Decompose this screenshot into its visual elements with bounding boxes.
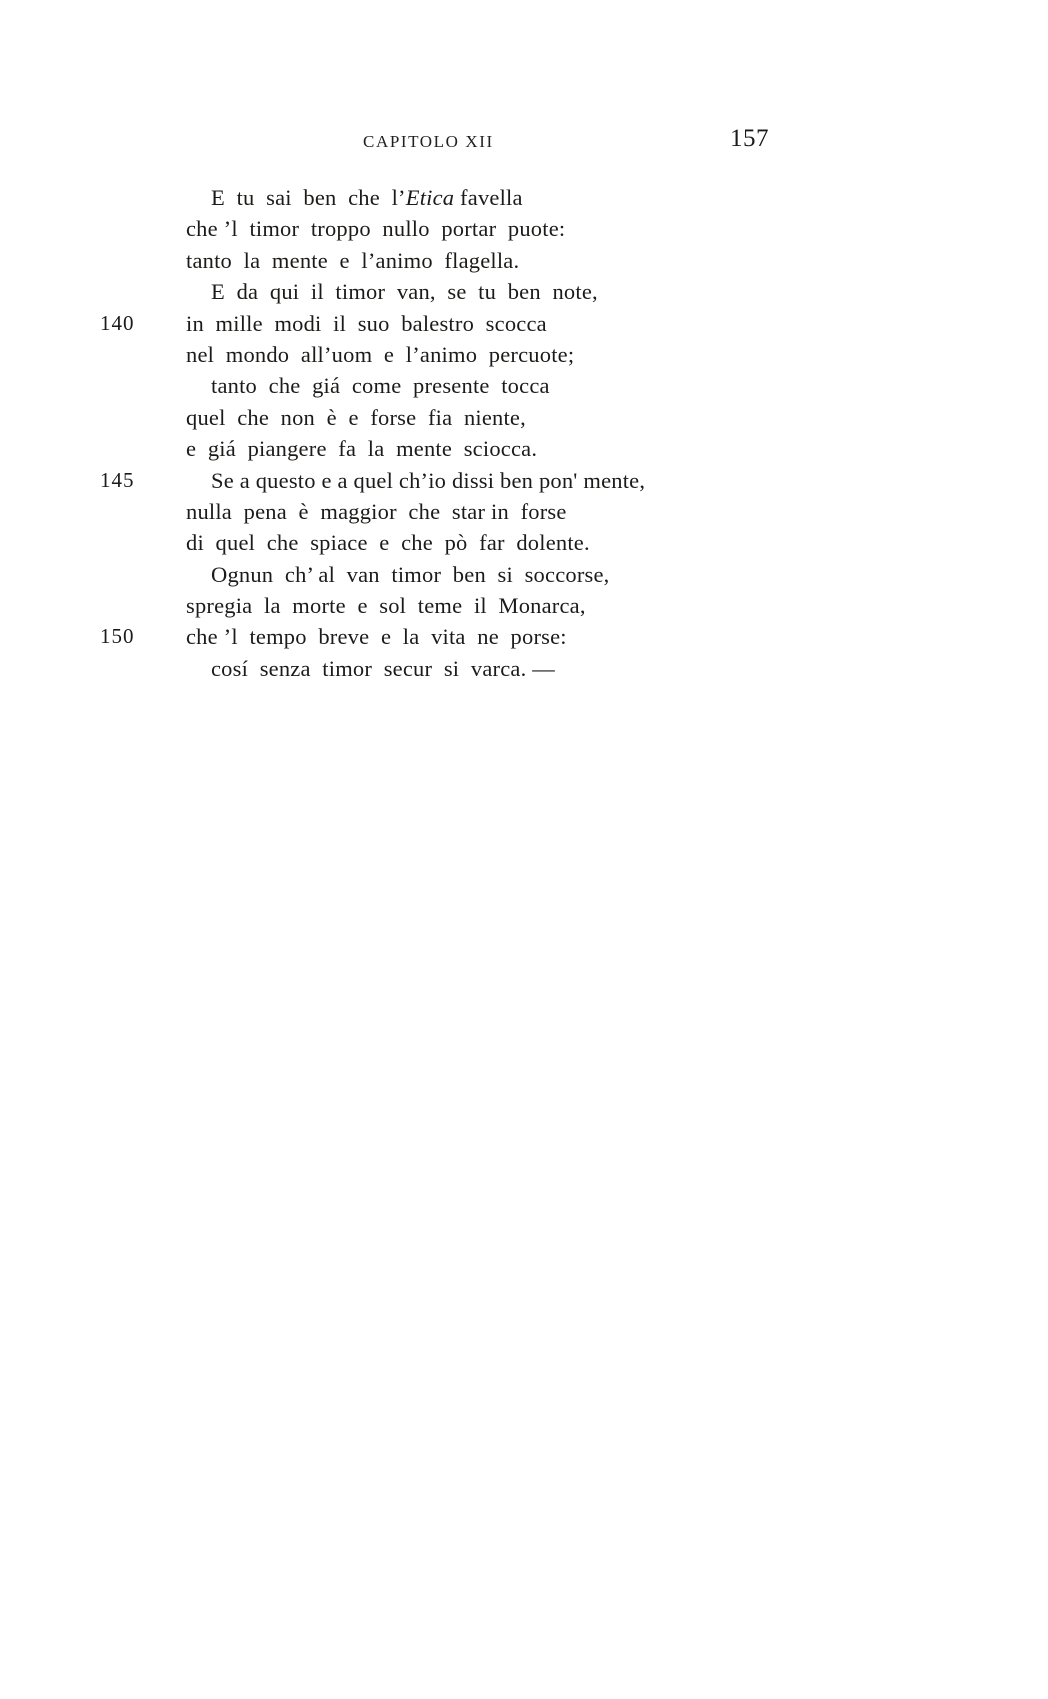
verse-text: [186, 621, 567, 652]
verse-text-segment: spregia la morte e sol teme il Monarca,: [186, 593, 586, 619]
verse-line: [0, 496, 1048, 527]
verse-line: [0, 653, 1048, 684]
verse-text-segment: nulla pena è maggior che star in forse: [186, 498, 567, 524]
verse-text: [186, 496, 567, 527]
verse-text-segment: Ognun ch’ al van timor ben si soccorse,: [211, 561, 610, 587]
verse-line: [0, 527, 1048, 558]
verse-line: [0, 590, 1048, 621]
verse-text: [186, 402, 526, 433]
verse-text-segment: tanto la mente e l’animo flagella.: [186, 247, 520, 273]
verse-text: [211, 559, 610, 590]
verse-line: [0, 433, 1048, 464]
verse-text-segment: E da qui il timor van, se tu ben note,: [211, 279, 598, 305]
verse-text: [186, 339, 574, 370]
verse-line: [0, 182, 1048, 213]
running-head: [0, 125, 1048, 160]
verse-text-segment: Se a questo e a quel ch’io dissi ben pon' mente,: [211, 467, 646, 493]
verse-line: [0, 402, 1048, 433]
verse-text: [186, 245, 519, 276]
page-number: 157: [730, 125, 769, 152]
verse-text-italic: Etica: [405, 185, 455, 210]
verse-text-segment: cosí senza timor secur si varca. —: [211, 655, 555, 681]
line-number: 150: [100, 624, 135, 649]
verse-line: [0, 308, 1048, 339]
verse-text-segment: nel mondo all’uom e l’animo percuote;: [186, 341, 575, 367]
verse-line: [0, 559, 1048, 590]
verse-text: [211, 370, 550, 401]
verse-text: [211, 276, 598, 307]
verse-text-segment: che ’l timor troppo nullo portar puote:: [186, 216, 566, 242]
verse-line: [0, 339, 1048, 370]
verse-line: [0, 276, 1048, 307]
verse-line: [0, 370, 1048, 401]
verse-text-segment: quel che non è e forse fia niente,: [186, 404, 526, 430]
verse-text: [211, 653, 555, 684]
verse-line: [0, 213, 1048, 244]
verse-line: [0, 465, 1048, 496]
poem-body: [0, 182, 1048, 684]
verse-line: [0, 621, 1048, 652]
running-head-title: CAPITOLO XII: [363, 132, 494, 151]
verse-text-segment: E tu sai ben che l’: [211, 185, 406, 210]
verse-text: [186, 213, 565, 244]
line-number: 140: [100, 310, 135, 335]
verse-text: [186, 308, 547, 339]
verse-text: [211, 465, 645, 496]
verse-text-segment: che ’l tempo breve e la vita ne porse:: [186, 624, 567, 650]
verse-text: [186, 590, 586, 621]
verse-text-segment: in mille modi il suo balestro scocca: [186, 310, 547, 336]
verse-text: [186, 527, 590, 558]
line-number: 145: [100, 467, 135, 492]
verse-line: [0, 245, 1048, 276]
verse-text-tail: favella: [454, 185, 523, 210]
verse-text-segment: di quel che spiace e che pò far dolente.: [186, 530, 590, 556]
verse-text: [211, 182, 523, 213]
verse-text-segment: tanto che giá come presente tocca: [211, 373, 550, 399]
verse-text: [186, 433, 537, 464]
verse-text-segment: e giá piangere fa la mente sciocca.: [186, 436, 538, 462]
